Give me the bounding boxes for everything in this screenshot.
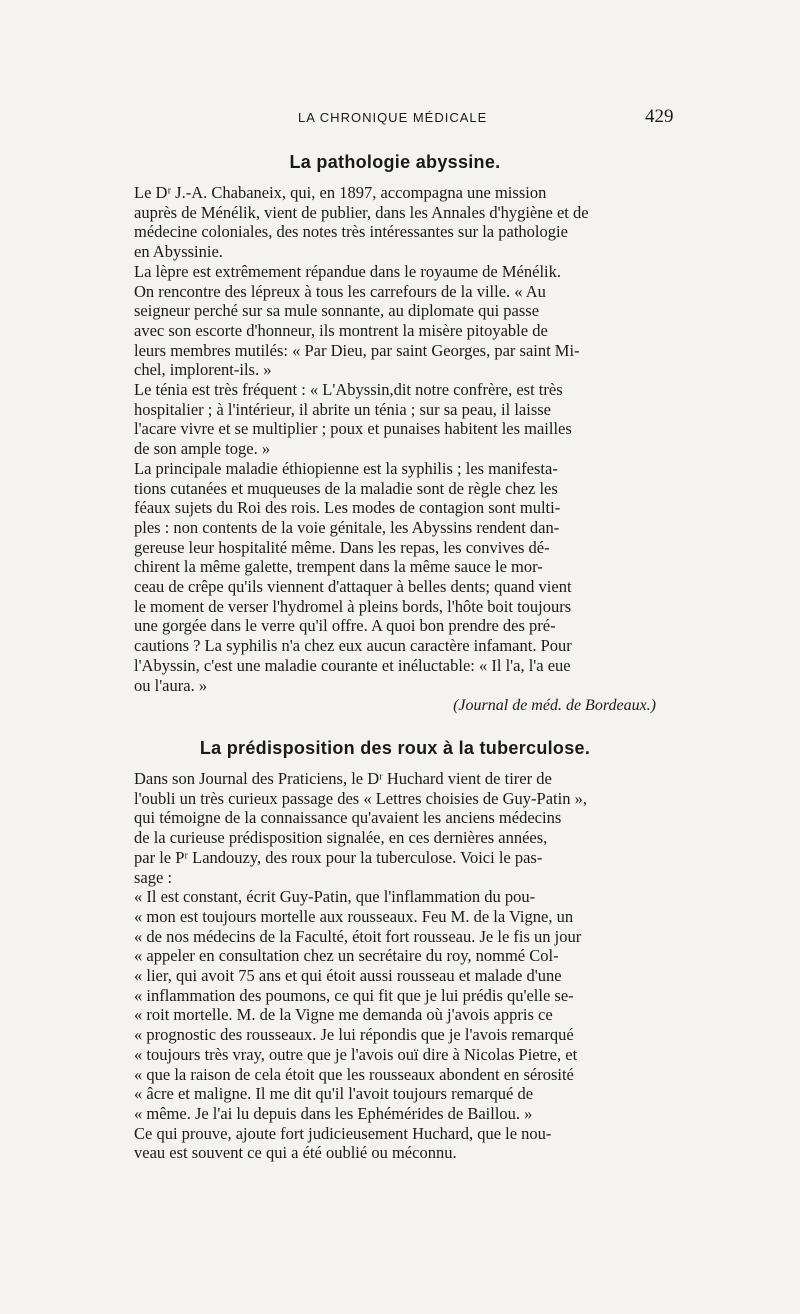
- article-abyssinian-pathology: [134, 152, 656, 715]
- article-body: Le Dʳ J.-A. Chabaneix, qui, en 1897, accompagna une mission auprès de Ménélik, vient de publier, dans les Annales d'hygiène et de médecine coloniales, des notes très intéressantes sur la pathologie en Abyssinie. La lèpre est extrêmement répandue dans le royaume de Ménélik. On rencontre des lépreux à tous les carrefours de la ville. « Au seigneur perché sur sa mule sonnante, au diplomate qui passe avec son escorte d'honneur, ils montrent la misère pitoyable de leurs membres mutilés: « Par Dieu, par saint Georges, par saint Mi- chel, implorent-ils. » Le ténia est très fréquent : « L'Abyssin,dit notre confrère, est très hospitalier ; à l'intérieur, il abrite un ténia ; sur sa peau, il laisse l'acare vivre et se multiplier ; poux et punaises habitent les mailles de son ample toge. » La principale maladie éthiopienne est la syphilis ; les manifesta- tions cutanées et muqueuses de la maladie sont de règle chez les féaux sujets du Roi des rois. Les modes de contagion sont multi- ples : non contents de la voie génitale, les Abyssins rendent dan- gereuse leur hospitalité même. Dans les repas, les convives dé- chirent la même galette, trempent dans la même sauce le mor- ceau de crêpe qu'ils viennent d'attaquer à belles dents; quand vient le moment de verser l'hydromel à pleins bords, l'hôte boit toujours une gorgée dans le verre qu'il offre. A quoi bon prendre des pré- cautions ? La syphilis n'a chez eux aucun caractère infamant. Pour l'Abyssin, c'est une maladie courante et inéluctable: « Il l'a, l'a eue ou l'aura. »: [134, 183, 589, 695]
- article-source: (Journal de méd. de Bordeaux.): [453, 697, 656, 715]
- article-title: La pathologie abyssine.: [289, 152, 501, 172]
- article-title: La prédisposition des roux à la tuberculose.: [199, 738, 591, 758]
- running-title: LA CHRONIQUE MÉDICALE: [298, 110, 488, 125]
- article-redheads-tuberculosis: [134, 738, 656, 1163]
- article-body: Dans son Journal des Praticiens, le Dʳ Huchard vient de tirer de l'oubli un très curieux passage des « Lettres choisies de Guy-Patin », qui témoigne de la connaissance qu'avaient les anciens médecins de la curieuse prédisposition signalée, en ces dernières années, par le Pʳ Landouzy, des roux pour la tuberculose. Voici le pas- sage : « Il est constant, écrit Guy-Patin, que l'inflammation du pou- « mon est toujours mortelle aux rousseaux. Feu M. de la Vigne, un « de nos médecins de la Faculté, étoit fort rousseau. Je le fis un jour « appeler en consultation chez un secrétaire du roy, nommé Col- « lier, qui avoit 75 ans et qui étoit aussi rousseau et malade d'une « inflammation des poumons, ce qui fit que je lui prédis qu'elle se- « roit mortelle. M. de la Vigne me demanda où j'avois appris ce « prognostic des rousseaux. Je lui répondis que je l'avois remarqué « toujours très vray, outre que je l'avois ouï dire à Nicolas Pietre, et « que la raison de cela étoit que les rousseaux abondent en sérosité « âcre et maligne. Il me dit qu'il l'avoit toujours remarqué de « même. Je l'ai lu depuis dans les Ephémérides de Baillou. » Ce qui prouve, ajoute fort judicieusement Huchard, que le nou- veau est souvent ce qui a été oublié ou méconnu.: [134, 769, 587, 1163]
- page-header: [0, 108, 800, 130]
- page-number: 429: [645, 106, 674, 127]
